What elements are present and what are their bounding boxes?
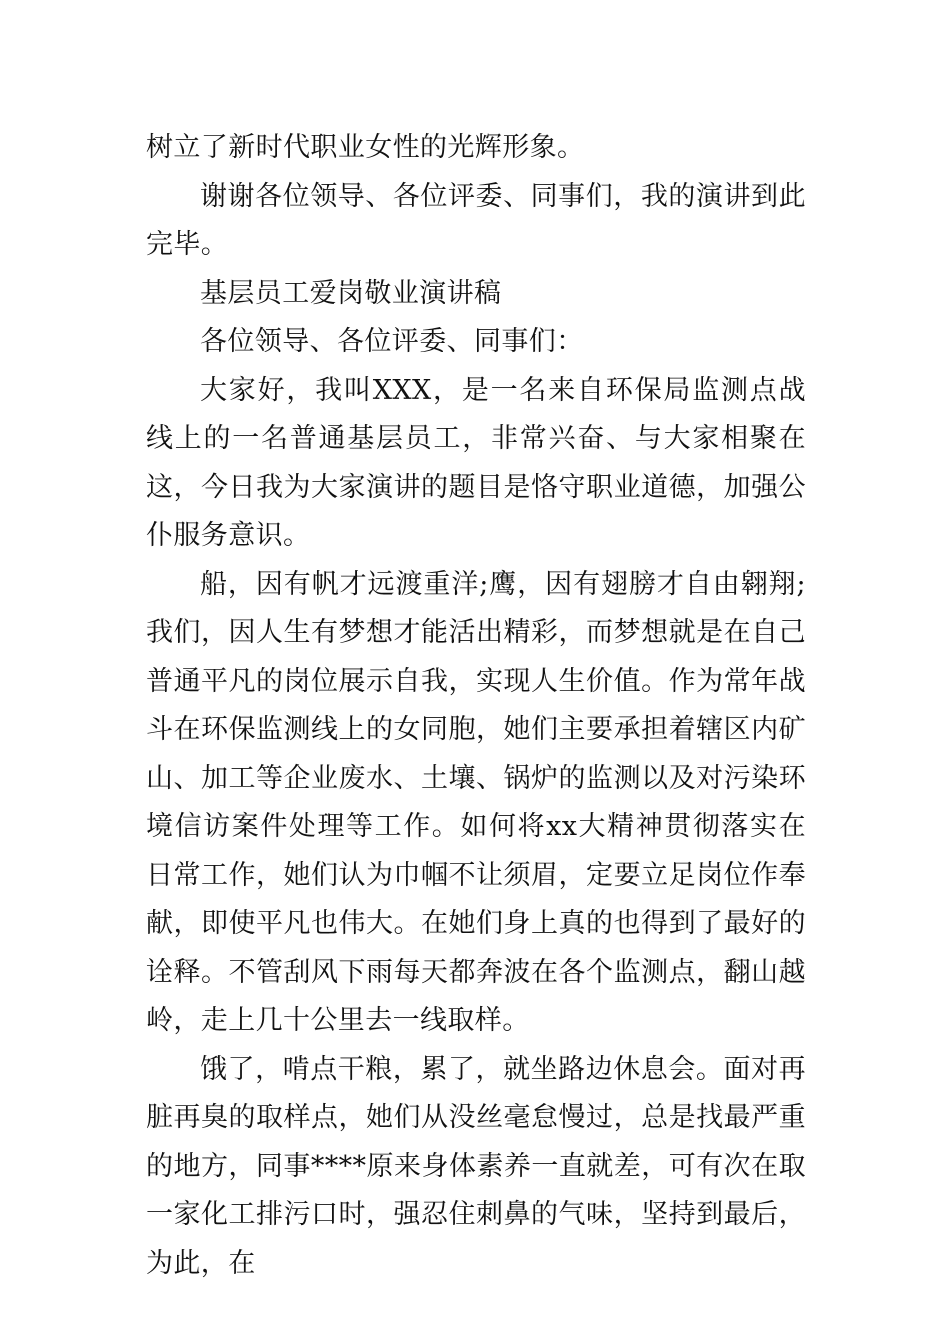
paragraph-fieldwork: 饿了，啃点干粮，累了，就坐路边休息会。面对再脏再臭的取样点，她们从没丝毫怠慢过，总是找最严重的地方，同事****原来身体素养一直就差，可有次在取一家化工排污口时，强忍住刺鼻的气味，坚持到最后，为此，在 — [146, 1053, 806, 1279]
paragraph-thanks: 谢谢各位领导、各位评委、同事们，我的演讲到此完毕。 — [146, 180, 806, 260]
paragraph-dream: 船，因有帆才远渡重洋;鹰，因有翅膀才自由翱翔;我们，因人生有梦想才能活出精彩，而梦想就是在自己普通平凡的岗位展示自我，实现人生价值。作为常年战斗在环保监测线上的女同胞，她们主要承担着辖区内矿山、加工等企业废水、土壤、锅炉的监测以及对污染环境信访案件处理等工作。如何将xx大精神贯彻落实在日常工作，她们认为巾帼不让须眉，定要立足岗位作奉献，即使平凡也伟大。在她们身上真的也得到了最好的诠释。不管刮风下雨每天都奔波在各个监测点，翻山越岭，走上几十公里去一线取样。 — [146, 568, 806, 1036]
paragraph-introduction: 大家好，我叫XXX，是一名来自环保局监测点战线上的一名普通基层员工，非常兴奋、与大家相聚在这，今日我为大家演讲的题目是恪守职业道德，加强公仆服务意识。 — [146, 374, 806, 551]
document-body — [146, 124, 806, 1288]
section-title: 基层员工爱岗敬业演讲稿 — [200, 277, 502, 309]
paragraph-continuation: 树立了新时代职业女性的光辉形象。 — [146, 132, 585, 163]
paragraph-salutation: 各位领导、各位评委、同事们： — [200, 326, 584, 357]
